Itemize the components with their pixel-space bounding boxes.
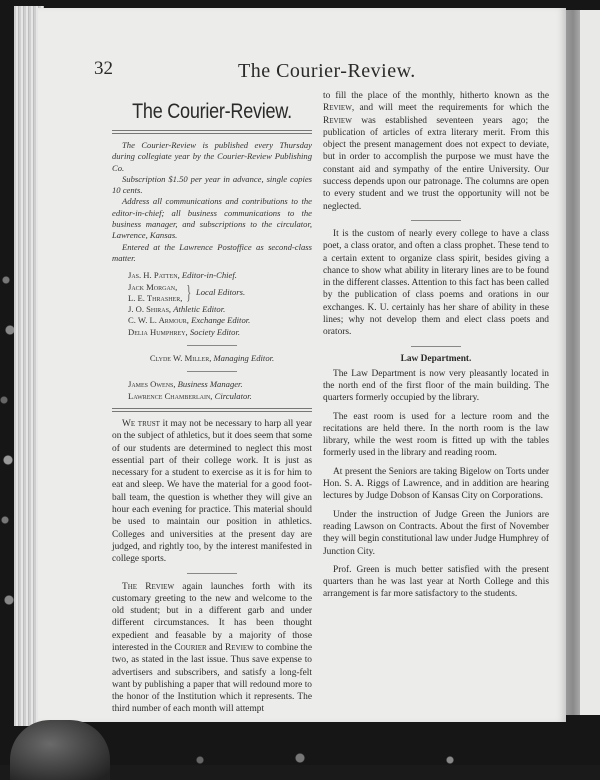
staff-list	[128, 270, 312, 338]
staff-entry: James Owens, Business Manager.	[128, 379, 243, 390]
divider	[411, 220, 461, 221]
business-staff	[128, 379, 312, 402]
article-law	[323, 368, 549, 601]
section-heading-law: Law Department.	[400, 353, 472, 364]
book-gutter	[566, 10, 580, 715]
article-review	[112, 581, 312, 716]
staff-entry: Lawrence Chamberlain, Circulator.	[128, 390, 252, 401]
info-line: The Courier-Review is published every Thursday during collegiate year by the Courier-Review Publishing Co.	[112, 140, 312, 173]
double-rule	[112, 408, 312, 412]
divider	[187, 371, 237, 372]
info-line: Entered at the Lawrence Postoffice as second-class matter.	[112, 241, 312, 263]
paragraph: The east room is used for a lecture room and the recitations are held there. In the north room is the law library, while the west room is fitted up with the tables formerly used in the library and reading room.	[323, 411, 549, 459]
publication-info	[112, 140, 312, 264]
divider	[187, 573, 237, 574]
paragraph: to fill the place of the monthly, hitherto known as the Review, and will meet the requirements for which the Review was established seventeen years ago; the publication of articles of extra literary merit. From this object the present management does not expect to deviate, but in order to accomplish the purpose we must have the constant aid and sympathy of the entire University. Our success depends upon our patronage. The columns are open to every student and we trust the opportunity will not be neglected.	[323, 91, 549, 212]
divider	[411, 346, 461, 347]
masthead-title: The Courier-Review.	[132, 100, 292, 123]
managing-editor: Clyde W. Miller, Managing Editor.	[149, 353, 275, 364]
divider	[187, 345, 237, 346]
info-line: Address all communications and contributions to the editor-in-chief; all business communications to the business manager, and subscriptions to the circulator, Lawrence, Kansas.	[112, 196, 312, 241]
facing-page-edge	[580, 10, 600, 715]
article-class-poet	[323, 228, 549, 339]
brace-icon: }	[186, 281, 192, 304]
double-rule	[112, 130, 312, 134]
staff-entry: J. O. Shiras, Athletic Editor.	[128, 304, 226, 315]
running-head: The Courier-Review.	[238, 60, 416, 82]
page-number: 32	[94, 58, 113, 79]
staff-entry: C. W. L. Armour, Exchange Editor.	[128, 315, 251, 326]
document-page	[38, 8, 566, 722]
staff-entry: Delia Humphrey, Society Editor.	[128, 326, 240, 337]
staff-entry: Jas. H. Patten, Editor-in-Chief.	[128, 270, 237, 281]
paragraph: The Law Department is now very pleasantly located in the north end of the first floor of the main building. The quarters formerly occupied by the library.	[323, 368, 549, 404]
staff-entry-local-editors: Jack Morgan, L. E. Thrasher, } Local Editors.	[128, 281, 246, 304]
left-column	[112, 100, 312, 722]
info-line: Subscription $1.50 per year in advance, single copies 10 cents.	[112, 173, 312, 196]
right-column	[323, 90, 549, 607]
paragraph: Under the instruction of Judge Green the Juniors are reading Lawson on Contracts. About the first of November they will begin constitutional law under Judge Humphrey of Junction City.	[323, 509, 549, 557]
paragraph: At present the Seniors are taking Bigelow on Torts under Hon. S. A. Riggs of Lawrence, and in addition are hearing lectures by Judge Dobson of Kansas City on Corporations.	[323, 466, 549, 502]
article-review-continued	[323, 90, 549, 213]
paragraph: We trust it may not be necessary to harp all year on the subject of athletics, but it does seem that some of our students are determined to neglect this most essential part of their college work. It is just as necessary for a student to exercise as it is for him to eat and sleep. We have the material for a good foot-ball team, the question is whether they will give an hour each evening for practice. This material should be used to maintain our position in athletics. Colleges and universities at the present day are judged, and rightly too, by the interest manifested in college sports.	[112, 418, 312, 565]
paragraph: Prof. Green is much better satisfied with the present quarters than he was last year at North College and this arrangement is far more satisfactory to the students.	[323, 564, 549, 600]
article-athletics	[112, 418, 312, 566]
paragraph: It is the custom of nearly every college to have a class poet, a class orator, and often a class prophet. These tend to a certain extent to organize class spirit, besides giving a chance to show what ability in literary lines are to be found in the different classes. Attention to this fact has been called by the publication of class poems and orations in our exchanges. K. U. certainly has her share of ability in these lines; why not develop them and elect class poets and orators.	[323, 228, 549, 338]
paragraph: The Review again launches forth with its customary greeting to the new and welcome to the old student; but in a different garb and under different circumstances. It has been thought expedient and feasable by a majority of those interested in the Courier and Review to combine the two, as stated in the last issue. Thus save expense to advertisers and subscribers, and satisfy a long-felt want by publishing a paper that will redound more to the honor of the Institution which it represents. The third number of each month will attempt	[112, 581, 312, 715]
scanner-thumb	[10, 720, 110, 780]
